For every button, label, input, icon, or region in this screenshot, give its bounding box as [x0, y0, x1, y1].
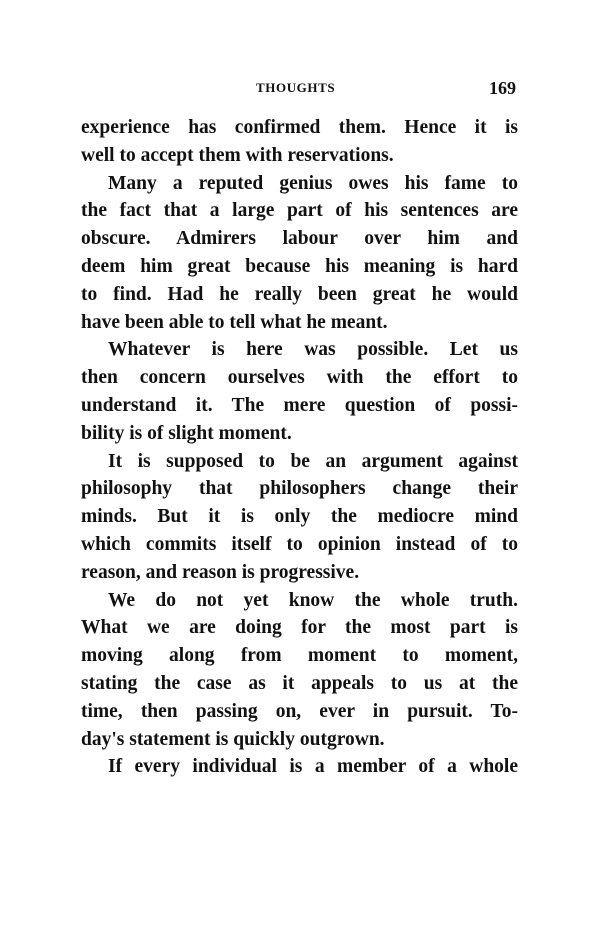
text-line: stating the case as it appeals to us at the [81, 672, 518, 694]
text-line: the fact that a large part of his sentences are [81, 200, 518, 222]
paragraph [81, 336, 518, 447]
text-line: experience has confirmed them. Hence it is [81, 117, 518, 138]
text-line: have been able to tell what he meant. [81, 311, 388, 333]
paragraph [81, 448, 518, 587]
text-line: reason, and reason is progressive. [81, 561, 360, 583]
running-title: THOUGHTS [256, 80, 336, 95]
text-line: moving along from moment to moment, [81, 645, 518, 667]
body-text [81, 114, 518, 781]
text-line: What we are doing for the most part is [81, 617, 518, 639]
text-line: time, then passing on, ever in pursuit. To- [81, 700, 518, 722]
text-line: understand it. The mere question of possi- [81, 394, 518, 416]
text-line: philosophy that philosophers change their [81, 478, 518, 500]
text-line: well to accept them with reservations. [81, 144, 394, 166]
text-line: Many a reputed genius owes his fame to [108, 172, 518, 194]
text-line: to find. Had he really been great he would [81, 283, 518, 305]
text-line: deem him great because his meaning is hard [81, 255, 518, 277]
page-number: 169 [489, 78, 516, 98]
text-line: It is supposed to be an argument against [108, 450, 518, 472]
paragraph [81, 170, 518, 337]
text-line: Whatever is here was possible. Let us [108, 339, 518, 361]
text-line: obscure. Admirers labour over him and [81, 228, 518, 250]
text-line: If every individual is a member of a whole [108, 756, 518, 778]
text-line: day's statement is quickly outgrown. [81, 728, 385, 750]
page-header [81, 78, 518, 100]
paragraph [81, 753, 518, 781]
text-line: We do not yet know the whole truth. [108, 589, 518, 611]
text-line: minds. But it is only the mediocre mind [81, 506, 518, 528]
text-line: then concern ourselves with the effort to [81, 367, 518, 389]
paragraph [81, 587, 518, 754]
paragraph [81, 114, 518, 170]
text-line: which commits itself to opinion instead of to [81, 533, 518, 555]
text-line: bility is of slight moment. [81, 422, 292, 444]
